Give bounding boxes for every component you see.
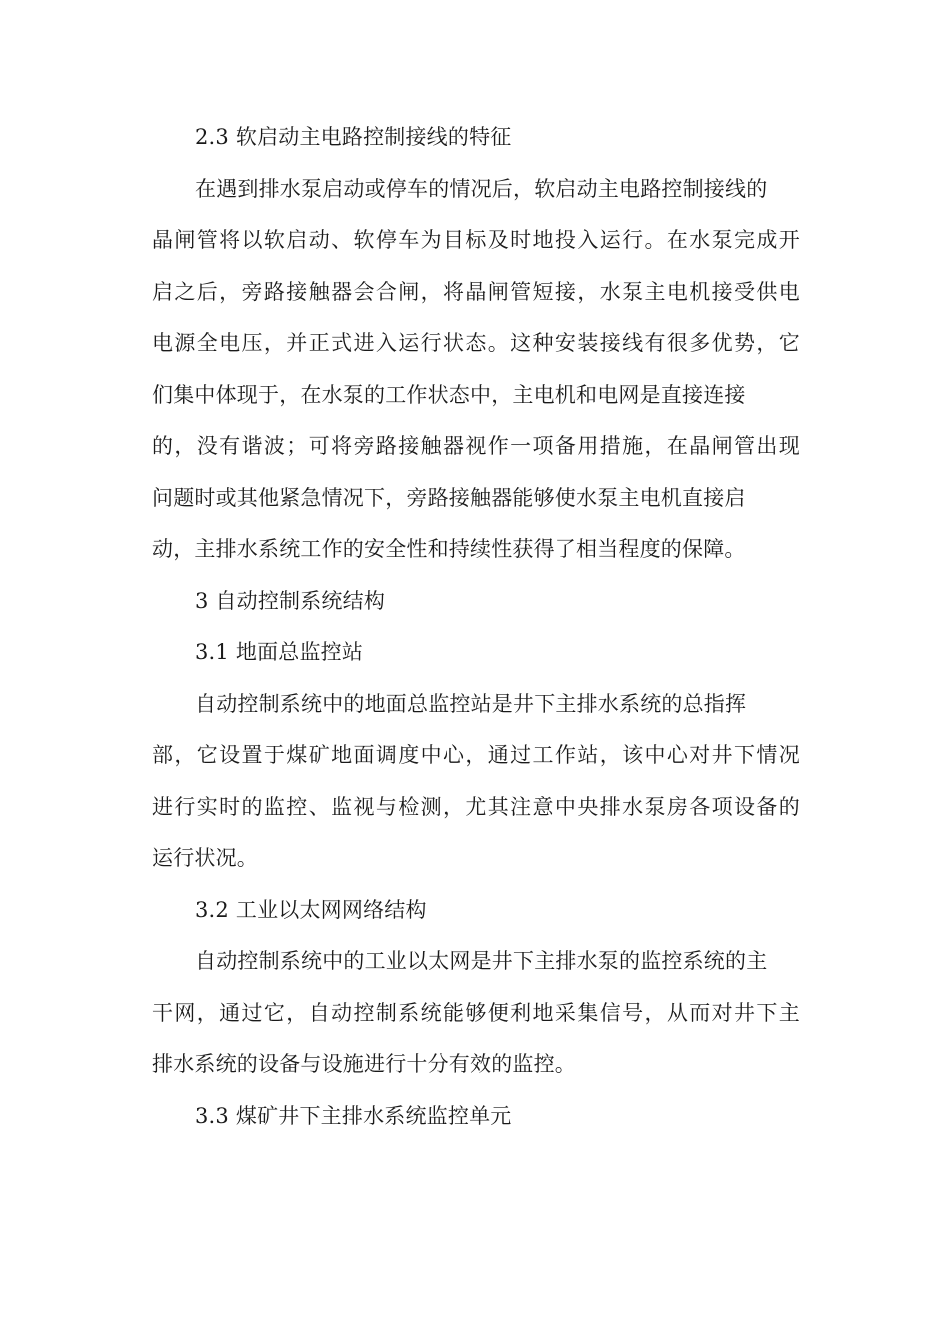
paragraph-line: 在遇到排水泵启动或停车的情况后，软启动主电路控制接线的 bbox=[195, 176, 768, 201]
paragraph-line: 自动控制系统中的工业以太网是井下主排水泵的监控系统的主 bbox=[195, 949, 768, 973]
paragraph-line: 电源全电压，并正式进入运行状态。这种安装接线有很多优势，它 bbox=[152, 331, 800, 355]
section-heading-2-3: 2.3 软启动主电路控制接线的特征 bbox=[195, 125, 512, 149]
paragraph-line: 运行状况。 bbox=[152, 846, 258, 870]
section-heading-3: 3 自动控制系统结构 bbox=[195, 588, 386, 613]
paragraph-line: 排水系统的设备与设施进行十分有效的监控。 bbox=[152, 1052, 576, 1076]
paragraph-line: 问题时或其他紧急情况下，旁路接触器能够使水泵主电机直接启 bbox=[152, 485, 746, 510]
paragraph-line: 启之后，旁路接触器会合闸，将晶闸管短接，水泵主电机接受供电 bbox=[152, 279, 800, 304]
paragraph-line: 们集中体现于，在水泵的工作状态中，主电机和电网是直接连接 bbox=[152, 382, 746, 407]
section-heading-3-3: 3.3 煤矿井下主排水系统监控单元 bbox=[195, 1103, 512, 1128]
paragraph-line: 干网，通过它，自动控制系统能够便利地采集信号，从而对井下主 bbox=[152, 1000, 800, 1025]
paragraph-line: 自动控制系统中的地面总监控站是井下主排水系统的总指挥 bbox=[195, 691, 747, 716]
paragraph-line: 部，它设置于煤矿地面调度中心，通过工作站，该中心对井下情况 bbox=[152, 743, 800, 767]
document-page bbox=[152, 112, 800, 1142]
section-heading-3-2: 3.2 工业以太网网络结构 bbox=[195, 897, 427, 922]
paragraph-line: 的，没有谐波；可将旁路接触器视作一项备用措施，在晶闸管出现 bbox=[152, 434, 800, 458]
paragraph-line: 进行实时的监控、监视与检测，尤其注意中央排水泵房各项设备的 bbox=[152, 794, 800, 819]
section-heading-3-1: 3.1 地面总监控站 bbox=[195, 640, 364, 664]
paragraph-line: 动，主排水系统工作的安全性和持续性获得了相当程度的保障。 bbox=[152, 537, 746, 561]
paragraph-line: 晶闸管将以软启动、软停车为目标及时地投入运行。在水泵完成开 bbox=[152, 228, 800, 252]
